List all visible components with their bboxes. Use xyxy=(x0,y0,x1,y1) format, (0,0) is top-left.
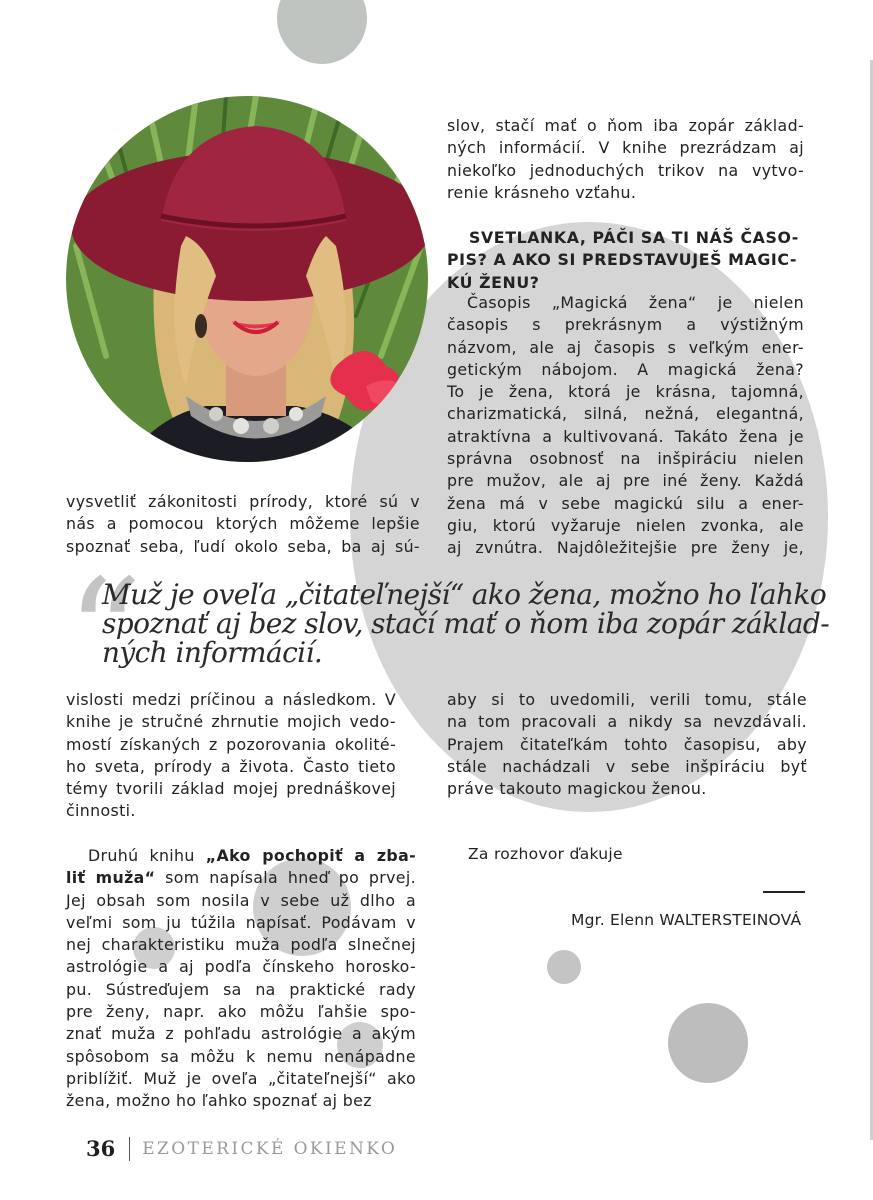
text-line: pre mužov, ale aj pre iné ženy. Každá xyxy=(447,471,804,491)
text-line: atraktívna a kultivovaná. Takáto žena je xyxy=(447,426,804,446)
text-line xyxy=(66,845,416,867)
article-paragraph xyxy=(447,292,804,560)
text-run: som napísala hneď po prvej. xyxy=(155,868,416,888)
text-line: slov, stačí mať o ňom iba zopár základ- xyxy=(447,116,804,135)
book-title: „Ako pochopiť a zba- xyxy=(205,846,416,865)
text-line: stále nachádzali v sebe inšpiráciu byť xyxy=(447,756,807,776)
text-line: knihe je stručné zhrnutie mojich vedo- xyxy=(66,712,396,732)
text-line: getickým nábojom. A magická žena? xyxy=(447,359,804,379)
text-line: žena má v sebe magickú silu a ener- xyxy=(447,493,804,513)
text-line: žena, možno ho ľahko spoznať aj bez xyxy=(66,1091,372,1111)
quote-line: spoznať aj bez slov, stačí mať o ňom iba zopár základ- xyxy=(102,607,830,640)
text-line: nás a pomocou ktorých môžeme lepšie xyxy=(66,514,420,534)
text-line: ných informácií. V knihe prezrádzam aj xyxy=(447,138,804,158)
page-number: 36 xyxy=(86,1136,116,1161)
text-line: renie krásneho vzťahu. xyxy=(447,182,637,202)
book-title: liť muža“ xyxy=(66,868,156,888)
article-paragraph xyxy=(66,689,396,823)
text-line: Časopis „Magická žena“ je nielen xyxy=(467,293,804,312)
article-paragraph xyxy=(447,689,807,800)
text-line: charizmatická, silná, nežná, elegantná, xyxy=(447,404,804,424)
text-line: astrológie a aj podľa čínskeho horosko- xyxy=(66,957,416,977)
text-line: Jej obsah som nosila v sebe už dlho a xyxy=(66,890,416,910)
quote-line: Muž je oveľa „čitateľnejší“ ako žena, možno ho ľahko xyxy=(102,578,827,611)
text-line: mostí získaných z pozorovania okolité- xyxy=(66,734,396,754)
text-line: časopis s prekrásnym a výstižným xyxy=(447,315,804,335)
text-line: priblížiť. Muž je oveľa „čitateľnejší“ ako xyxy=(66,1068,416,1088)
text-line: ho sveta, prírody a života. Často tieto xyxy=(66,756,396,776)
article-paragraph xyxy=(66,845,416,1113)
portrait-photo xyxy=(66,96,428,462)
text-run: Druhú knihu xyxy=(88,846,206,865)
text-line: znať muža z pohľadu astrológie a akým xyxy=(66,1024,416,1044)
closing-thanks: Za rozhovor ďakuje xyxy=(468,845,623,863)
page-footer xyxy=(86,1136,397,1161)
author-signature: Mgr. Elenn WALTERSTEINOVÁ xyxy=(571,911,802,929)
heading-line: KÚ ŽENU? xyxy=(447,272,540,292)
heading-line: PIS? A AKO SI PREDSTAVUJEŠ MAGIC- xyxy=(447,250,798,270)
decor-dot xyxy=(547,950,581,984)
text-line: giu, ktorú vyžaruje nielen zvonka, ale xyxy=(447,515,804,535)
text-line: témy tvorili základ mojej prednáškovej xyxy=(66,779,396,799)
text-line: názvom, ale aj časopis s veľkým ener- xyxy=(447,337,804,357)
text-line: aby si to uvedomili, verili tomu, stále xyxy=(447,690,807,709)
interview-question-heading xyxy=(447,227,804,294)
background-circle-top xyxy=(277,0,367,64)
text-line: veľmi som ju túžila napísať. Podávam v xyxy=(66,912,416,932)
heading-line: SVETLANKA, PÁČI SA TI NÁŠ ČASO- xyxy=(469,228,799,247)
signature-rule xyxy=(763,891,805,893)
quote-line: ných informácií. xyxy=(102,636,323,669)
text-line: pu. Sústreďujem sa na praktické rady xyxy=(66,979,416,999)
text-line: To je žena, ktorá je krásna, tajomná, xyxy=(447,382,804,402)
text-line: vysvetliť zákonitosti prírody, ktoré sú v xyxy=(66,492,420,511)
article-paragraph xyxy=(447,115,804,204)
text-line: činnosti. xyxy=(66,801,136,821)
text-line: práve takouto magickou ženou. xyxy=(447,779,707,799)
text-line: spoznať seba, ľudí okolo seba, ba aj sú- xyxy=(66,536,420,556)
text-line: pre ženy, napr. ako môžu ľahšie spo- xyxy=(66,1002,416,1022)
text-line: niekoľko jednoduchých trikov na vytvo- xyxy=(447,160,804,180)
text-line: nej charakteristiku muža podľa slnečnej xyxy=(66,935,416,955)
quote-mark-icon: “ xyxy=(66,548,143,722)
text-line: spôsobom sa môžu k nemu nenápadne xyxy=(66,1046,416,1066)
text-line xyxy=(66,867,416,889)
text-line: aj zvnútra. Najdôležitejšie pre ženy je, xyxy=(447,538,804,558)
text-line: vislosti medzi príčinou a následkom. V xyxy=(66,690,396,709)
section-name: EZOTERICKÉ OKIENKO xyxy=(142,1138,398,1159)
footer-divider xyxy=(129,1137,130,1161)
text-line: Prajem čitateľkám tohto časopisu, aby xyxy=(447,734,807,754)
decor-dot xyxy=(668,1003,748,1083)
quote-text xyxy=(102,578,830,669)
text-line: správna osobnosť na inšpiráciu nielen xyxy=(447,449,804,469)
text-line: na tom pracovali a nikdy sa nevzdávali. xyxy=(447,712,807,732)
